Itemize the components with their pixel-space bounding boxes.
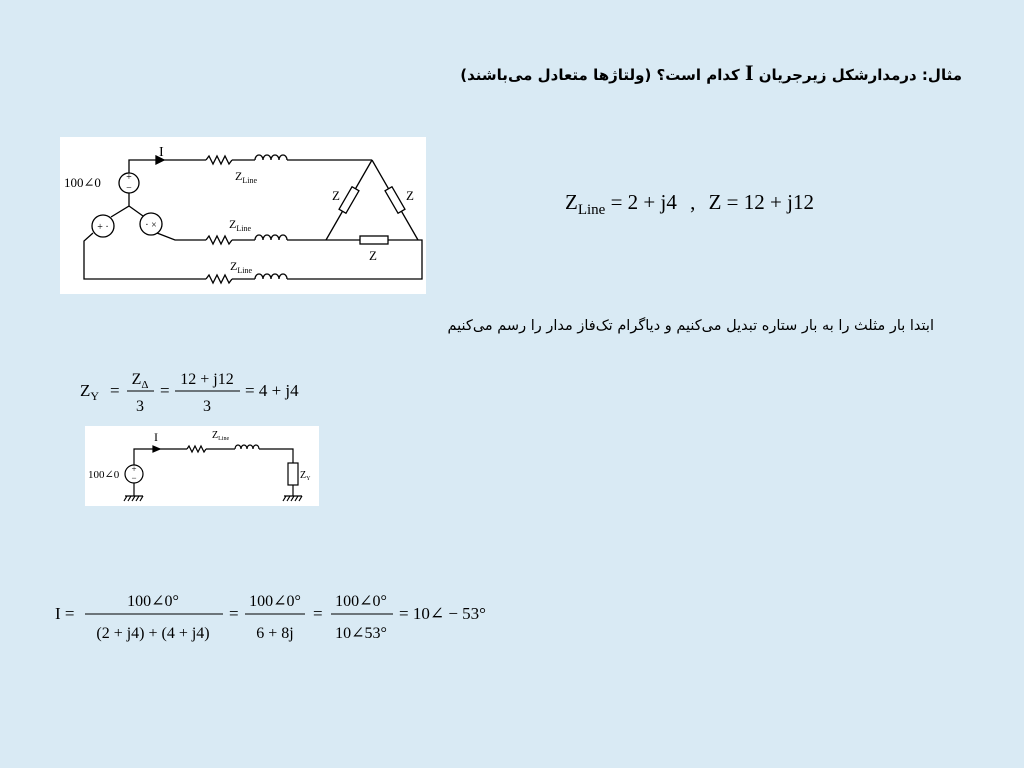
svg-text:+: + <box>126 172 132 183</box>
delta-impedance-bottom-icon <box>360 236 388 244</box>
zy-frac1-num: $Z_\Delta$ <box>131 371 149 391</box>
current-f3-num: 100∠0° <box>335 593 387 610</box>
single-phase-circuit-svg <box>85 426 319 506</box>
load-impedance-icon <box>288 463 298 485</box>
current-label: I <box>159 145 164 160</box>
svg-text:+ ·: + · <box>97 222 109 233</box>
zy-formula-svg <box>80 368 320 418</box>
zy-formula <box>80 368 320 418</box>
current-formula-svg <box>55 588 505 648</box>
line-resistor-c-icon <box>206 275 232 283</box>
current-lhs: I = <box>55 604 75 623</box>
zline-symbol: $Z_{Line}$ <box>565 190 606 219</box>
z-label-left: Z <box>332 188 340 203</box>
svg-text:=: = <box>160 381 170 400</box>
step-description: ابتدا بار مثلث را به بار ستاره تبدیل می‌کنیم و دیاگرام تک‌فاز مدار را رسم می‌کنیم <box>447 318 934 334</box>
zy-frac2-den: 3 <box>203 398 211 415</box>
zline-value: = 2 + j4 <box>610 190 677 214</box>
given-separator: , <box>690 190 696 214</box>
source-label: 100∠0 <box>64 175 101 190</box>
zline-label-a: $Z_{Line}$ <box>235 169 258 185</box>
z-label-right: Z <box>406 188 414 203</box>
svg-text:=: = <box>229 604 239 623</box>
three-phase-circuit-svg <box>60 137 426 294</box>
zline-label-c: $Z_{Line}$ <box>230 259 253 275</box>
current-f1-num: 100∠0° <box>127 593 179 610</box>
line-inductor-icon <box>235 445 259 449</box>
single-current-label: I <box>154 430 158 444</box>
svg-text:=: = <box>110 381 120 400</box>
title-text-start: مثال: درمدارشکل زیرجریان <box>753 66 962 84</box>
single-zline-label: $Z_{Line}$ <box>212 430 230 442</box>
line-resistor-b-icon <box>206 236 232 244</box>
svg-text:ZY: $Z_Y$ <box>80 381 100 403</box>
current-f2-num: 100∠0° <box>249 593 301 610</box>
line-resistor-a-icon <box>206 156 232 164</box>
svg-text:−: − <box>126 183 132 194</box>
zy-frac1-den: 3 <box>136 398 144 415</box>
current-arrow-icon <box>153 446 160 452</box>
three-phase-circuit-diagram <box>60 137 426 294</box>
current-f1-den: (2 + j4) + (4 + j4) <box>96 625 210 642</box>
z-label-bottom: Z <box>369 248 377 263</box>
svg-text:+: + <box>131 464 137 474</box>
title-text-end: کدام است؟ (ولتاژها متعادل می‌باشند) <box>460 66 745 84</box>
current-f2-den: 6 + 8j <box>256 625 294 642</box>
line-inductor-b-icon <box>255 235 287 240</box>
title-current-symbol: I <box>744 60 754 85</box>
current-formula <box>55 588 505 648</box>
given-impedances <box>565 190 814 219</box>
line-inductor-c-icon <box>255 274 287 279</box>
zy-result: = 4 + j4 <box>245 381 299 400</box>
current-result: = 10∠ − 53° <box>399 604 486 623</box>
current-f3-den: 10∠53° <box>335 625 387 642</box>
svg-text:=: = <box>313 604 323 623</box>
z-value: Z = 12 + j12 <box>708 190 814 214</box>
delta-impedance-left-icon <box>339 187 359 214</box>
zy-frac2-num: 12 + j12 <box>180 371 234 388</box>
svg-text:· ×: · × <box>145 220 157 231</box>
single-zy-label: $Z_Y$ <box>300 470 311 482</box>
line-resistor-icon <box>187 446 206 452</box>
single-phase-circuit-diagram <box>85 426 319 506</box>
question-title <box>460 60 962 86</box>
single-source-label: 100∠0 <box>88 469 120 481</box>
delta-impedance-right-icon <box>385 187 405 214</box>
svg-text:−: − <box>131 473 137 483</box>
line-inductor-a-icon <box>255 155 287 160</box>
zline-label-b: $Z_{Line}$ <box>229 217 252 233</box>
